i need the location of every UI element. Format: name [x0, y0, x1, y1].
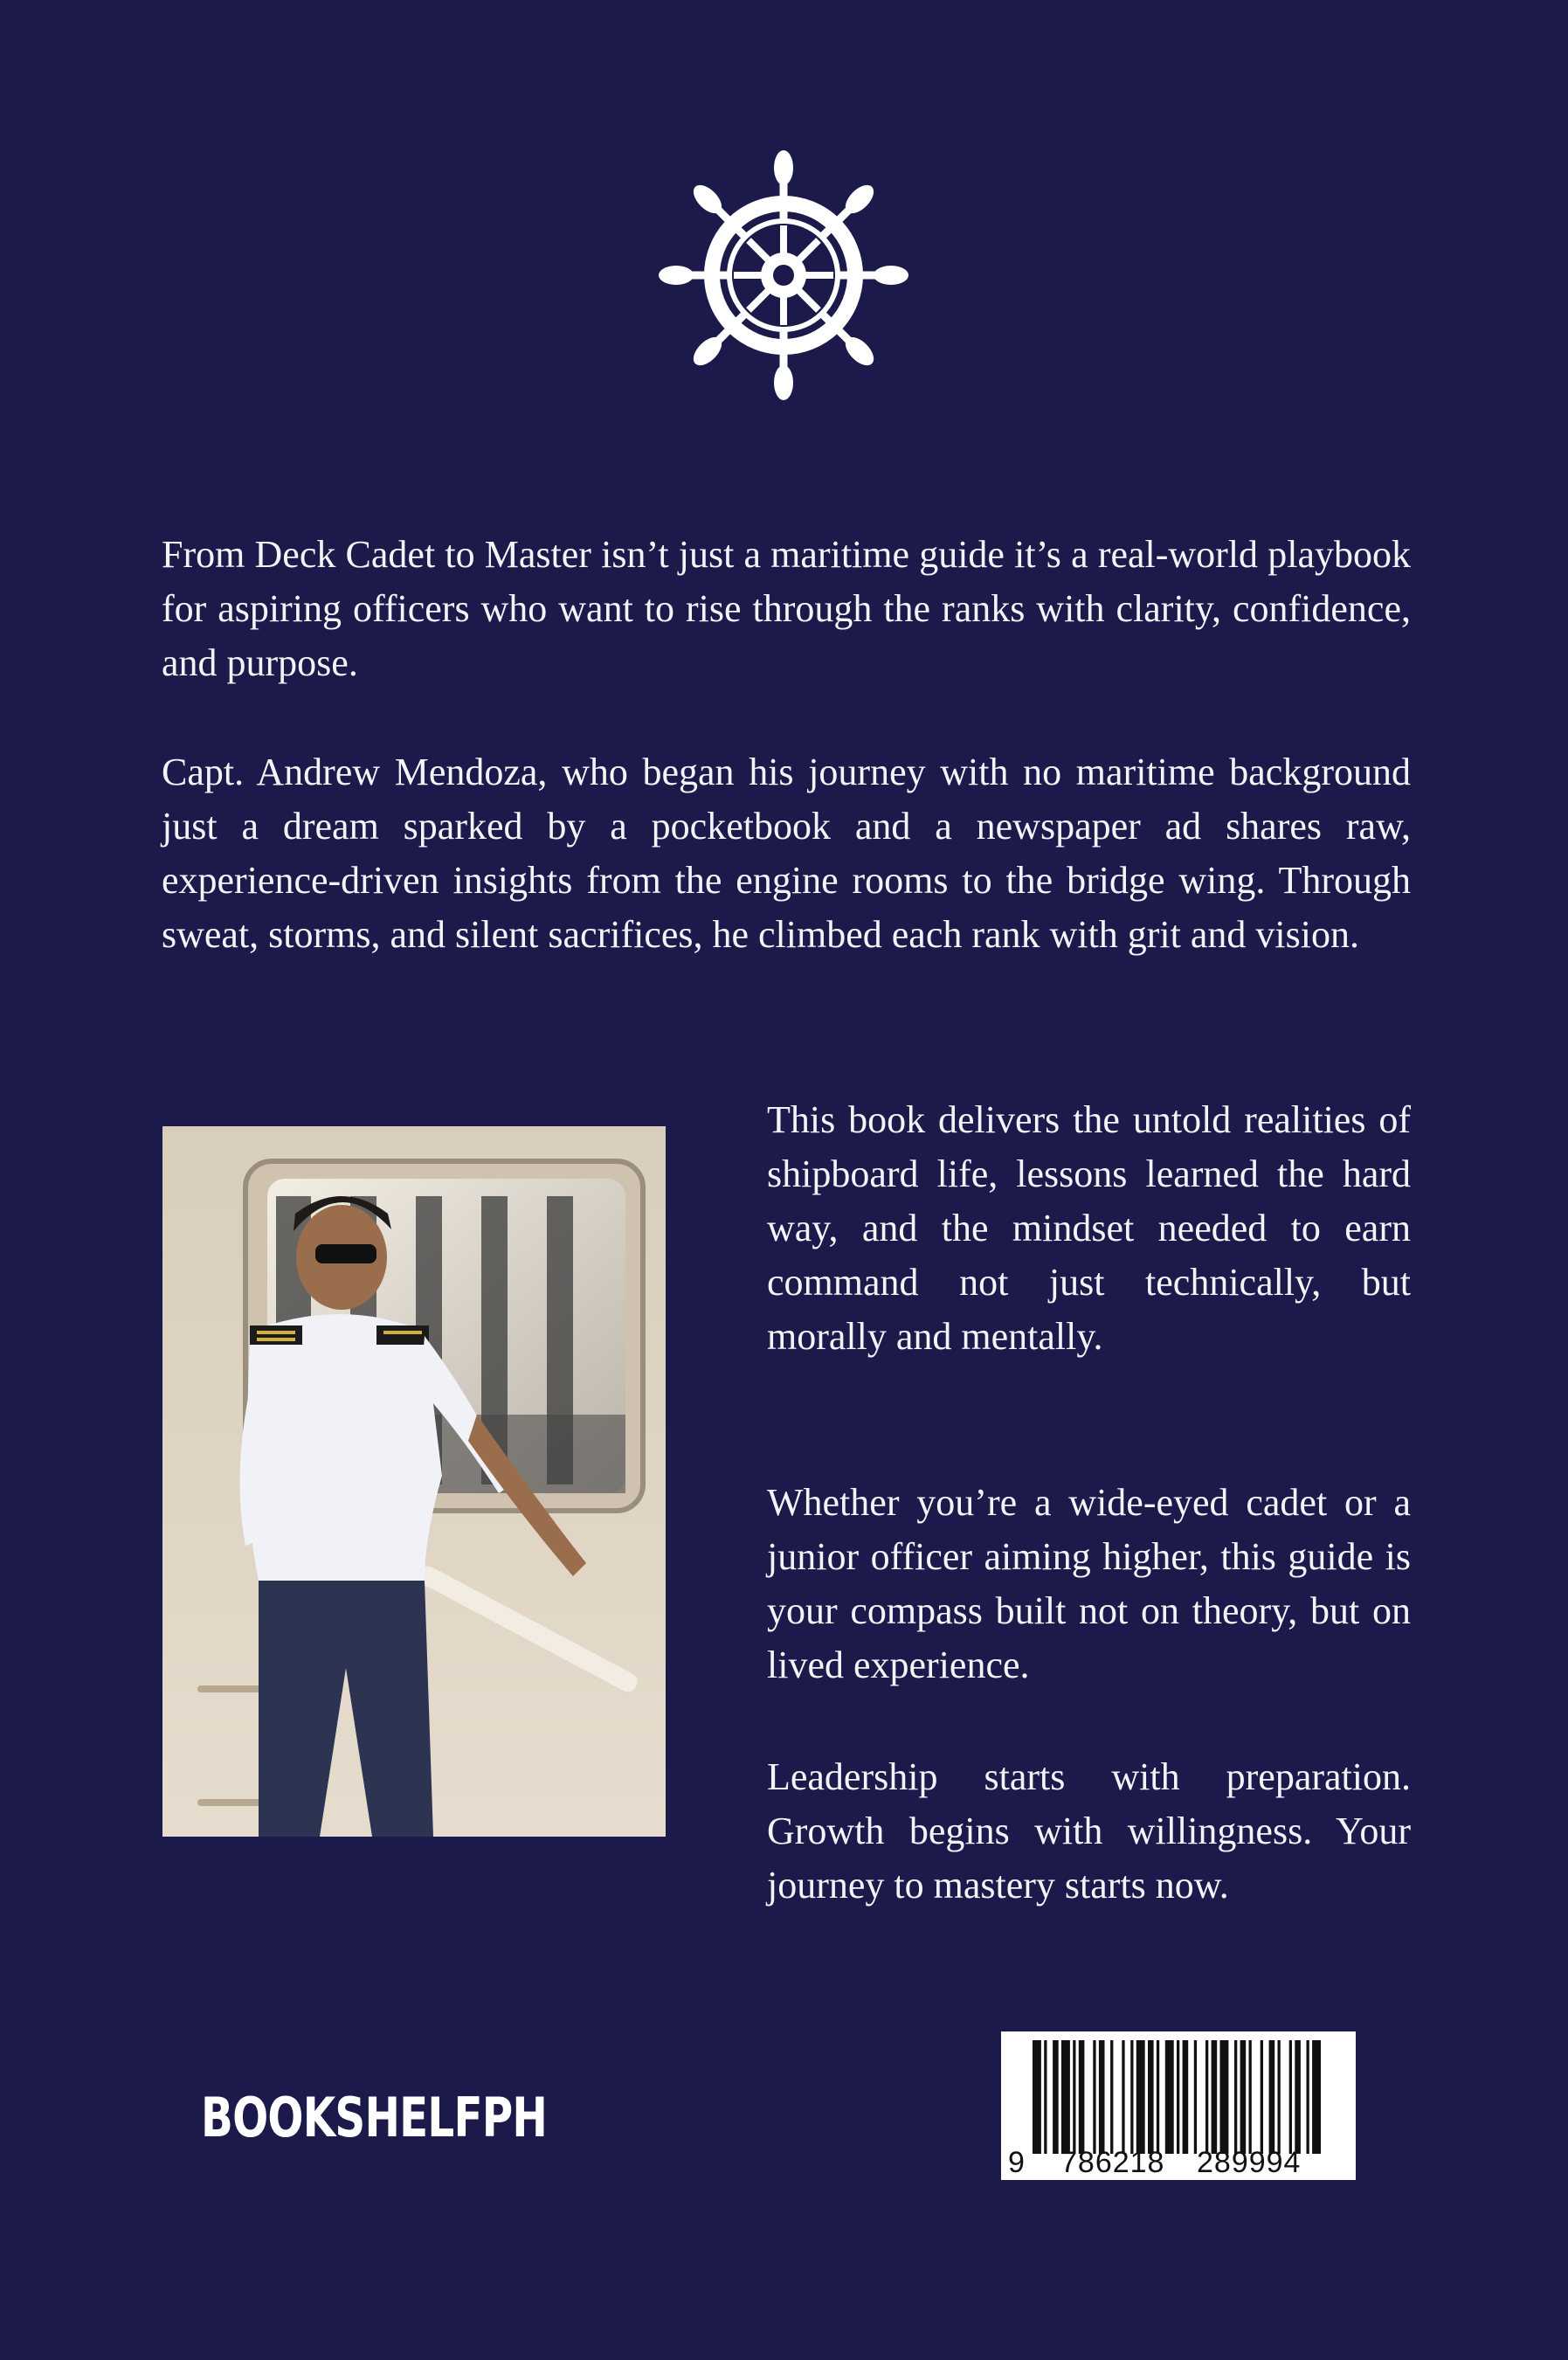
book-description-paragraph: This book delivers the untold realities of shipboard life, lessons learned the hard way, and the mindset needed to earn command not just technically, but morally and mentally.	[767, 1098, 1411, 1358]
barcode-bar	[1278, 2040, 1281, 2154]
audience-paragraph: Whether you’re a wide-eyed cadet or a junior officer aiming higher, this guide is your compass built not on theory, but on lived experience.	[767, 1481, 1411, 1686]
barcode-bar	[1212, 2040, 1218, 2154]
barcode-bar	[1289, 2040, 1292, 2154]
barcode-bar	[1183, 2040, 1189, 2154]
barcode-bar	[1269, 2040, 1275, 2154]
isbn-barcode	[1001, 2031, 1356, 2180]
publisher-logo: BOOKSHELFPH	[201, 2086, 548, 2149]
barcode-bar	[1099, 2040, 1105, 2154]
intro-paragraph: From Deck Cadet to Master isn’t just a maritime guide it’s a real-world playbook for aspiring officers who want to rise through the ranks with clarity, confidence, and purpose.	[162, 533, 1411, 684]
barcode-right-digits: 289994	[1197, 2146, 1302, 2179]
barcode-bar	[1220, 2040, 1229, 2154]
barcode-bar	[1136, 2040, 1145, 2154]
barcode-bar	[1079, 2040, 1085, 2154]
barcode-bar	[1194, 2040, 1197, 2154]
ship-wheel-icon	[657, 149, 910, 402]
barcode-bar	[1061, 2040, 1070, 2154]
author-photo	[162, 1126, 666, 1837]
barcode-bars	[1033, 2040, 1330, 2154]
barcode-bar	[1033, 2040, 1041, 2154]
barcode-bar	[1073, 2040, 1075, 2154]
barcode-bar	[1312, 2040, 1321, 2154]
barcode-bar	[1053, 2040, 1059, 2154]
barcode-bar	[1307, 2040, 1309, 2154]
barcode-bar	[1148, 2040, 1154, 2154]
author-paragraph: Capt. Andrew Mendoza, who began his journey with no maritime background just a dream sparked by a pocketbook and a newspaper ad shares raw, experience-driven insights from the engine rooms to the bridge wing. Through sweat, storms, and silent sacrifices, he climbed each rank with grit and vision.	[162, 751, 1411, 956]
barcode-bar	[1157, 2040, 1159, 2154]
barcode-first-digit: 9	[1008, 2146, 1026, 2179]
barcode-bar	[1240, 2040, 1247, 2154]
barcode-bar	[1205, 2040, 1208, 2154]
barcode-bar	[1122, 2040, 1124, 2154]
barcode-left-digits: 786218	[1060, 2146, 1165, 2179]
barcode-bar	[1295, 2040, 1301, 2154]
barcode-bar	[1249, 2040, 1252, 2154]
barcode-bar	[1234, 2040, 1237, 2154]
barcode-bar	[1177, 2040, 1179, 2154]
barcode-bar	[1130, 2040, 1133, 2154]
barcode-bar	[1261, 2040, 1263, 2154]
barcode-bar	[1110, 2040, 1113, 2154]
barcode-bar	[1093, 2040, 1095, 2154]
barcode-bar	[1044, 2040, 1046, 2154]
barcode-bar	[1165, 2040, 1174, 2154]
closing-paragraph: Leadership starts with preparation. Growth begins with willingness. Your journey to mastery starts now.	[767, 1755, 1411, 1907]
